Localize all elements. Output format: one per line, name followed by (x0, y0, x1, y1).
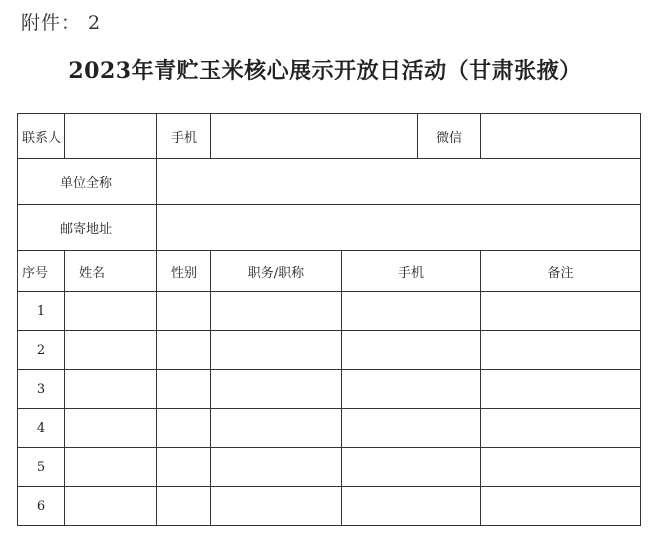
col-header-title: 职务/职称 (211, 251, 342, 292)
title-cell[interactable] (211, 331, 342, 370)
row-number: 4 (18, 409, 65, 448)
col-header-gender: 性别 (157, 251, 211, 292)
phone-cell[interactable] (342, 409, 481, 448)
table-row (18, 370, 641, 409)
phone-cell[interactable] (342, 292, 481, 331)
phone-cell[interactable] (342, 448, 481, 487)
remarks-cell[interactable] (481, 370, 641, 409)
mailing-address-label: 邮寄地址 (18, 205, 157, 251)
table-row (18, 292, 641, 331)
table-row (18, 331, 641, 370)
phone-cell[interactable] (342, 331, 481, 370)
col-header-remarks: 备注 (481, 251, 641, 292)
name-cell[interactable] (65, 409, 157, 448)
col-header-no: 序号 (18, 251, 65, 292)
title-cell[interactable] (211, 448, 342, 487)
title-cell[interactable] (211, 370, 342, 409)
wechat-value-cell[interactable] (481, 114, 641, 159)
address-row (18, 205, 641, 251)
gender-cell[interactable] (157, 448, 211, 487)
remarks-cell[interactable] (481, 409, 641, 448)
contact-value-cell[interactable] (65, 114, 157, 159)
phone-cell[interactable] (342, 487, 481, 526)
wechat-label: 微信 (418, 114, 481, 159)
row-number: 6 (18, 487, 65, 526)
remarks-cell[interactable] (481, 448, 641, 487)
unit-name-value-cell[interactable] (157, 159, 641, 205)
row-number: 5 (18, 448, 65, 487)
phone-cell[interactable] (342, 370, 481, 409)
row-number: 1 (18, 292, 65, 331)
name-cell[interactable] (65, 487, 157, 526)
contact-row (18, 114, 641, 159)
phone-value-cell[interactable] (211, 114, 418, 159)
document-title: 2023年青贮玉米核心展示开放日活动（甘肃张掖） (68, 58, 582, 84)
row-number: 2 (18, 331, 65, 370)
mailing-address-value-cell[interactable] (157, 205, 641, 251)
col-header-phone: 手机 (342, 251, 481, 292)
attachment-label: 附件： 2 (21, 12, 102, 34)
remarks-cell[interactable] (481, 292, 641, 331)
name-cell[interactable] (65, 292, 157, 331)
table-row (18, 448, 641, 487)
row-number: 3 (18, 370, 65, 409)
gender-cell[interactable] (157, 487, 211, 526)
gender-cell[interactable] (157, 370, 211, 409)
remarks-cell[interactable] (481, 331, 641, 370)
registration-form-table (17, 113, 641, 526)
title-cell[interactable] (211, 409, 342, 448)
name-cell[interactable] (65, 448, 157, 487)
phone-label: 手机 (157, 114, 211, 159)
table-row (18, 409, 641, 448)
unit-name-label: 单位全称 (18, 159, 157, 205)
table-header-row (18, 251, 641, 292)
remarks-cell[interactable] (481, 487, 641, 526)
name-cell[interactable] (65, 331, 157, 370)
contact-label: 联系人 (18, 114, 65, 159)
title-cell[interactable] (211, 292, 342, 331)
gender-cell[interactable] (157, 292, 211, 331)
gender-cell[interactable] (157, 331, 211, 370)
table-row (18, 487, 641, 526)
title-cell[interactable] (211, 487, 342, 526)
name-cell[interactable] (65, 370, 157, 409)
unit-row (18, 159, 641, 205)
gender-cell[interactable] (157, 409, 211, 448)
col-header-name: 姓名 (65, 251, 157, 292)
